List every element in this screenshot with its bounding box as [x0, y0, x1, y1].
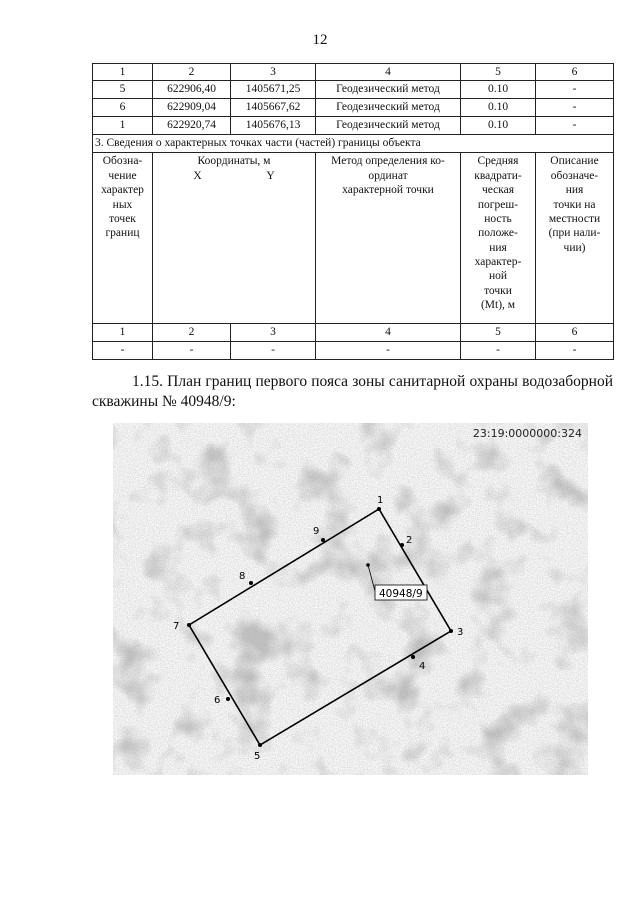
column-header-description [536, 153, 614, 324]
description-cell: - [536, 81, 614, 99]
error-cell: 0.10 [461, 99, 536, 117]
header-text: Метод определения ко- ординат характерной точки [331, 155, 445, 197]
error-cell: 0.10 [461, 81, 536, 99]
column-number-cell: 4 [316, 324, 461, 342]
section-paragraph [92, 372, 613, 412]
x-coordinate-cell: 622909,04 [153, 99, 231, 117]
empty-cell: - [231, 342, 316, 360]
header-cell: 5 [461, 64, 536, 81]
empty-cell: - [536, 342, 614, 360]
column-number-row [93, 324, 614, 342]
description-cell: - [536, 99, 614, 117]
boundary-point-label: 7 [173, 621, 180, 632]
section-text: План границ первого пояса зоны санитарной охраны водозаборной скважины № 40948/9: [92, 373, 613, 410]
y-coordinate-cell: 1405667,62 [231, 99, 316, 117]
column-number-cell: 6 [536, 324, 614, 342]
empty-cell: - [93, 342, 153, 360]
boundary-point-label: 4 [419, 661, 426, 672]
boundary-point [226, 697, 230, 701]
boundary-point [400, 543, 404, 547]
page-number: 12 [312, 32, 328, 48]
column-number-cell: 1 [93, 324, 153, 342]
boundary-point-label: 2 [406, 535, 413, 546]
empty-cell: - [461, 342, 536, 360]
coordinates-title: Координаты, м [197, 155, 271, 168]
section-title: 3. Сведения о характерных точках части (частей) границы объекта [93, 135, 614, 153]
well-label: 40948/9 [379, 588, 423, 600]
empty-data-row [93, 342, 614, 360]
column-header-designation [93, 153, 153, 324]
empty-cell: - [316, 342, 461, 360]
coordinate-x-label: X [193, 169, 202, 182]
header-cell: 6 [536, 64, 614, 81]
boundary-point [321, 538, 325, 542]
table-header-row [93, 64, 614, 81]
coordinate-y-label: Y [266, 169, 275, 182]
y-coordinate-cell: 1405671,25 [231, 81, 316, 99]
y-coordinate-cell: 1405676,13 [231, 117, 316, 135]
header-cell: 2 [153, 64, 231, 81]
header-cell: 1 [93, 64, 153, 81]
header-text: Описание обозначе- ния точки на местности (при нали- чии) [548, 155, 601, 254]
table-row [93, 117, 614, 135]
header-cell: 3 [231, 64, 316, 81]
method-cell: Геодезический метод [316, 99, 461, 117]
section-header-row [93, 153, 614, 324]
header-text: Средняя квадрати- ческая погреш- ность положе- ния характер- ной точки (Mt), м [474, 155, 522, 312]
boundary-point [249, 581, 253, 585]
table-row [93, 99, 614, 117]
x-coordinate-cell: 622920,74 [153, 117, 231, 135]
boundary-point [258, 743, 262, 747]
point-number-cell: 5 [93, 81, 153, 99]
cadastral-code-label: 23:19:0000000:324 [472, 427, 582, 440]
header-cell: 4 [316, 64, 461, 81]
column-number-cell: 2 [153, 324, 231, 342]
boundary-point-label: 3 [457, 627, 464, 638]
empty-cell: - [153, 342, 231, 360]
boundary-point [449, 629, 453, 633]
boundary-point [411, 655, 415, 659]
map-texture-noise [113, 423, 588, 775]
method-cell: Геодезический метод [316, 81, 461, 99]
description-cell: - [536, 117, 614, 135]
method-cell: Геодезический метод [316, 117, 461, 135]
column-number-cell: 3 [231, 324, 316, 342]
column-number-cell: 5 [461, 324, 536, 342]
coordinates-table [92, 63, 614, 360]
error-cell: 0.10 [461, 117, 536, 135]
boundary-point-label: 9 [313, 526, 320, 537]
point-number-cell: 6 [93, 99, 153, 117]
column-header-coordinates [153, 153, 316, 324]
header-text: Обозна- чение характер ных точек границ [101, 155, 144, 240]
boundary-point-label: 6 [214, 695, 221, 706]
column-header-method [316, 153, 461, 324]
section-title-row [93, 135, 614, 153]
table-row [93, 81, 614, 99]
column-header-error [461, 153, 536, 324]
boundary-point-label: 5 [254, 751, 261, 762]
point-number-cell: 1 [93, 117, 153, 135]
map-drawing [113, 423, 588, 775]
boundary-plan-map [113, 423, 588, 775]
boundary-point [187, 623, 191, 627]
boundary-point-label: 8 [239, 571, 246, 582]
section-number: 1.15. [132, 373, 163, 390]
boundary-point-label: 1 [377, 495, 384, 506]
boundary-point [377, 507, 381, 511]
x-coordinate-cell: 622906,40 [153, 81, 231, 99]
